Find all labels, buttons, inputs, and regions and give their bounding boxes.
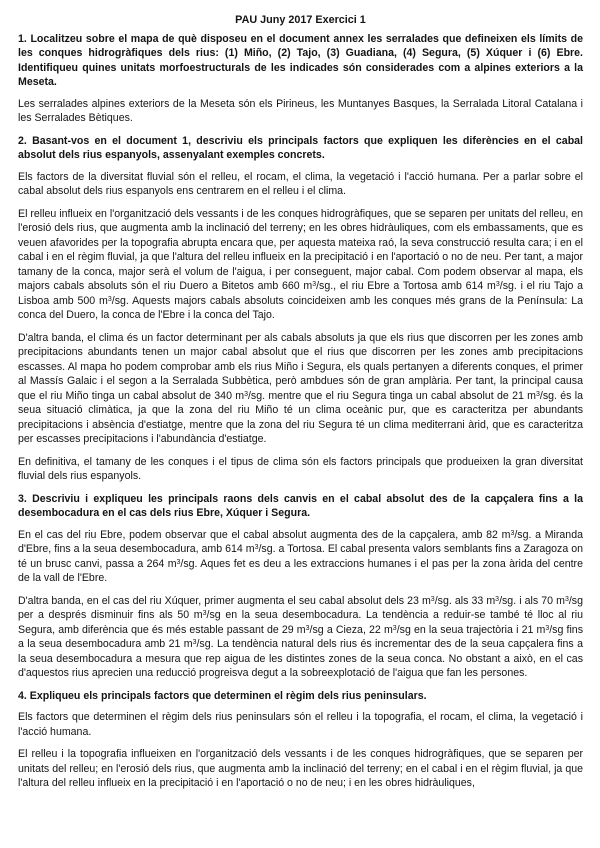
question-4: 4. Expliqueu els principals factors que determinen el règim dels rius peninsulars. bbox=[18, 689, 427, 702]
answer-2-paragraph-3: D'altra banda, el clima és un factor determinant per als cabals absoluts ja que els rius que discorren per les zones amb precipitacions abundants tenen un major cabal absolut que el rius que discorren per les zones amb precipitacions escasses. Al mapa ho podem comprobar amb els rius Miño i Segura, els quals pertanyen a diferents conques, el primer al Massís Galaic i el segon a la Serralada Subbètica, però ambdues són de gran amplària. Per tant, la principal causa que el riu Miño tinga un cabal absolut de 340 $m^3/sg$. mentre que el riu Segura tinga un cabal absolut de 21 $m^3/sg$. és la seua situació climàtica, ja que la zona del riu Miño té un clima oceànic pur, que es caracteritza per abundants precipitacions i absència d'estiatge, mentre que la zona del riu Segura té un clima mediterrani àrid, que es caracteritza per escasses precipitacions i l'abundància d'estiatge. bbox=[18, 331, 583, 445]
answer-2-paragraph-2: El relleu influeix en l'organització dels vessants i de les conques hidrogràfiques, que se separen per unitats del relleu, en l'erosió dels rius, que augmenta amb la inclinació del terreny; en les obres hidràuliques, com els embassaments, que es veuen afavorides per la topografia abrupta encara que, per aquesta mateixa raó, la seva construcció resulta cara; i en el cabal i en el règim fluvial, ja que l'altura del relleu influeix en la precipitació i en l'aportació o no de neu. Per tant, a major tamany de la conca, major serà el volum de l'aigua, i per conseguent, major cabal. Com podem observar al mapa, els majors cabals absoluts són el riu Duero a Bitetos amb 660 $m^3/sg$., el riu Ebre a Tortosa amb 614 $m^3/sg$. i el riu Tajo a Lisboa amb 500 $m^3/sg$. Aquests majors cabals absoluts coincideixen amb les conques més grans de la Península: La conca del Duero, la conca de l'Ebre i la conca del Tajo. bbox=[18, 207, 584, 321]
answer-1-paragraph: Les serralades alpines exteriors de la Meseta són els Pirineus, les Muntanyes Basques, la Serralada Litoral Catalana i les Serralades Bètiques. bbox=[18, 97, 583, 124]
question-1: 1. Localitzeu sobre el mapa de què disposeu en el document annex les serralades que defineixen els límits de les conques hidrogràfiques dels rius: (1) Miño, (2) Tajo, (3) Guadiana, (4) Segura, (5) Xúquer i (6) Ebre. Identifiqueu quines unitats morfoestructurals de les indicades són considerades com a alpines exteriors a la Meseta. bbox=[18, 32, 583, 88]
answer-2-paragraph-4: En definitiva, el tamany de les conques i el tipus de clima són els factors principals que produeixen la gran diversitat fluvial dels rius espanyols. bbox=[18, 455, 583, 482]
answer-3-paragraph-2: D'altra banda, en el cas del riu Xúquer, primer augmenta el seu cabal absolut dels 23 $m^3/sg$. als 33 $m^3/sg$. i als 70 $m^3/sg$ per a després disminuir fins als 50 $m^3/sg$ en la seua desembocadura. La tendència a reduir-se també té lloc al riu Segura, amb diferència que és més estable passant de 29 $m^3/sg$ a Cieza, 22 $m^3/sg$ en la seua trajectòria i 21 $m^3/sg$ fins a la seua desembocadura amb 21 $m^3/sg$. La tendència natural dels rius és incrementar des de la seua capçalera fins a la seua desembocadura a mesura que rep aigua de les distintes zones de la seua conca. No obstant a això, en el cas d'aquestos rius aprecien una reducció progreisva degut a la sobreexplotació de l'aigua que fan les persones. bbox=[18, 594, 583, 679]
answer-4-paragraph-2: El relleu i la topografia influeixen en l'organització dels vessants i de les conques hidrogràfiques, que se separen per unitats del relleu; en l'erosió dels rius, que augmenta amb la inclinació del terreny; en el cabal i en el règim fluvial, ja que l'altura del relleu influeix en la precipitació i en l'aportació o no de neu; i en les obres hidràuliques, bbox=[18, 748, 583, 789]
question-3: 3. Descriviu i expliqueu les principals raons dels canvis en el cabal absolut des de la capçalera fins a la desembocadura en el cas dels rius Ebre, Xúquer i Segura. bbox=[18, 492, 583, 519]
answer-3-paragraph-1: En el cas del riu Ebre, podem observar que el cabal absolut augmenta des de la capçalera, amb 82 $m^3/sg$. a Miranda d'Ebre, fins a la seua desembocadura, amb 614 $m^3/sg$. a Tortosa. El cabal presenta valors semblants fins a Zaragoza on té un brusc canvi, passa a 264 $m^3/sg$. Aques fet es deu a les extraccions humanes i el pas per la zona àrida del centre de la vall de l'Ebre. bbox=[18, 528, 583, 584]
page-title: PAU Juny 2017 Exercici 1 bbox=[235, 14, 366, 26]
answer-2-paragraph-1: Els factors de la diversitat fluvial són el relleu, el rocam, el clima, la vegetació i l'acció humana. Per a parlar sobre el cabal absolut dels rius espanyols ens centrarem en el relleu i el clima. bbox=[18, 170, 583, 197]
answer-4-paragraph-1: Els factors que determinen el règim dels rius peninsulars són el relleu i la topografia, el rocam, el clima, la vegetació i l'acció humana. bbox=[18, 711, 583, 738]
question-2: 2. Basant-vos en el document 1, descriviu els principals factors que expliquen les diferències en el cabal absolut dels rius espanyols, assenyalant exemples concrets. bbox=[18, 134, 583, 161]
